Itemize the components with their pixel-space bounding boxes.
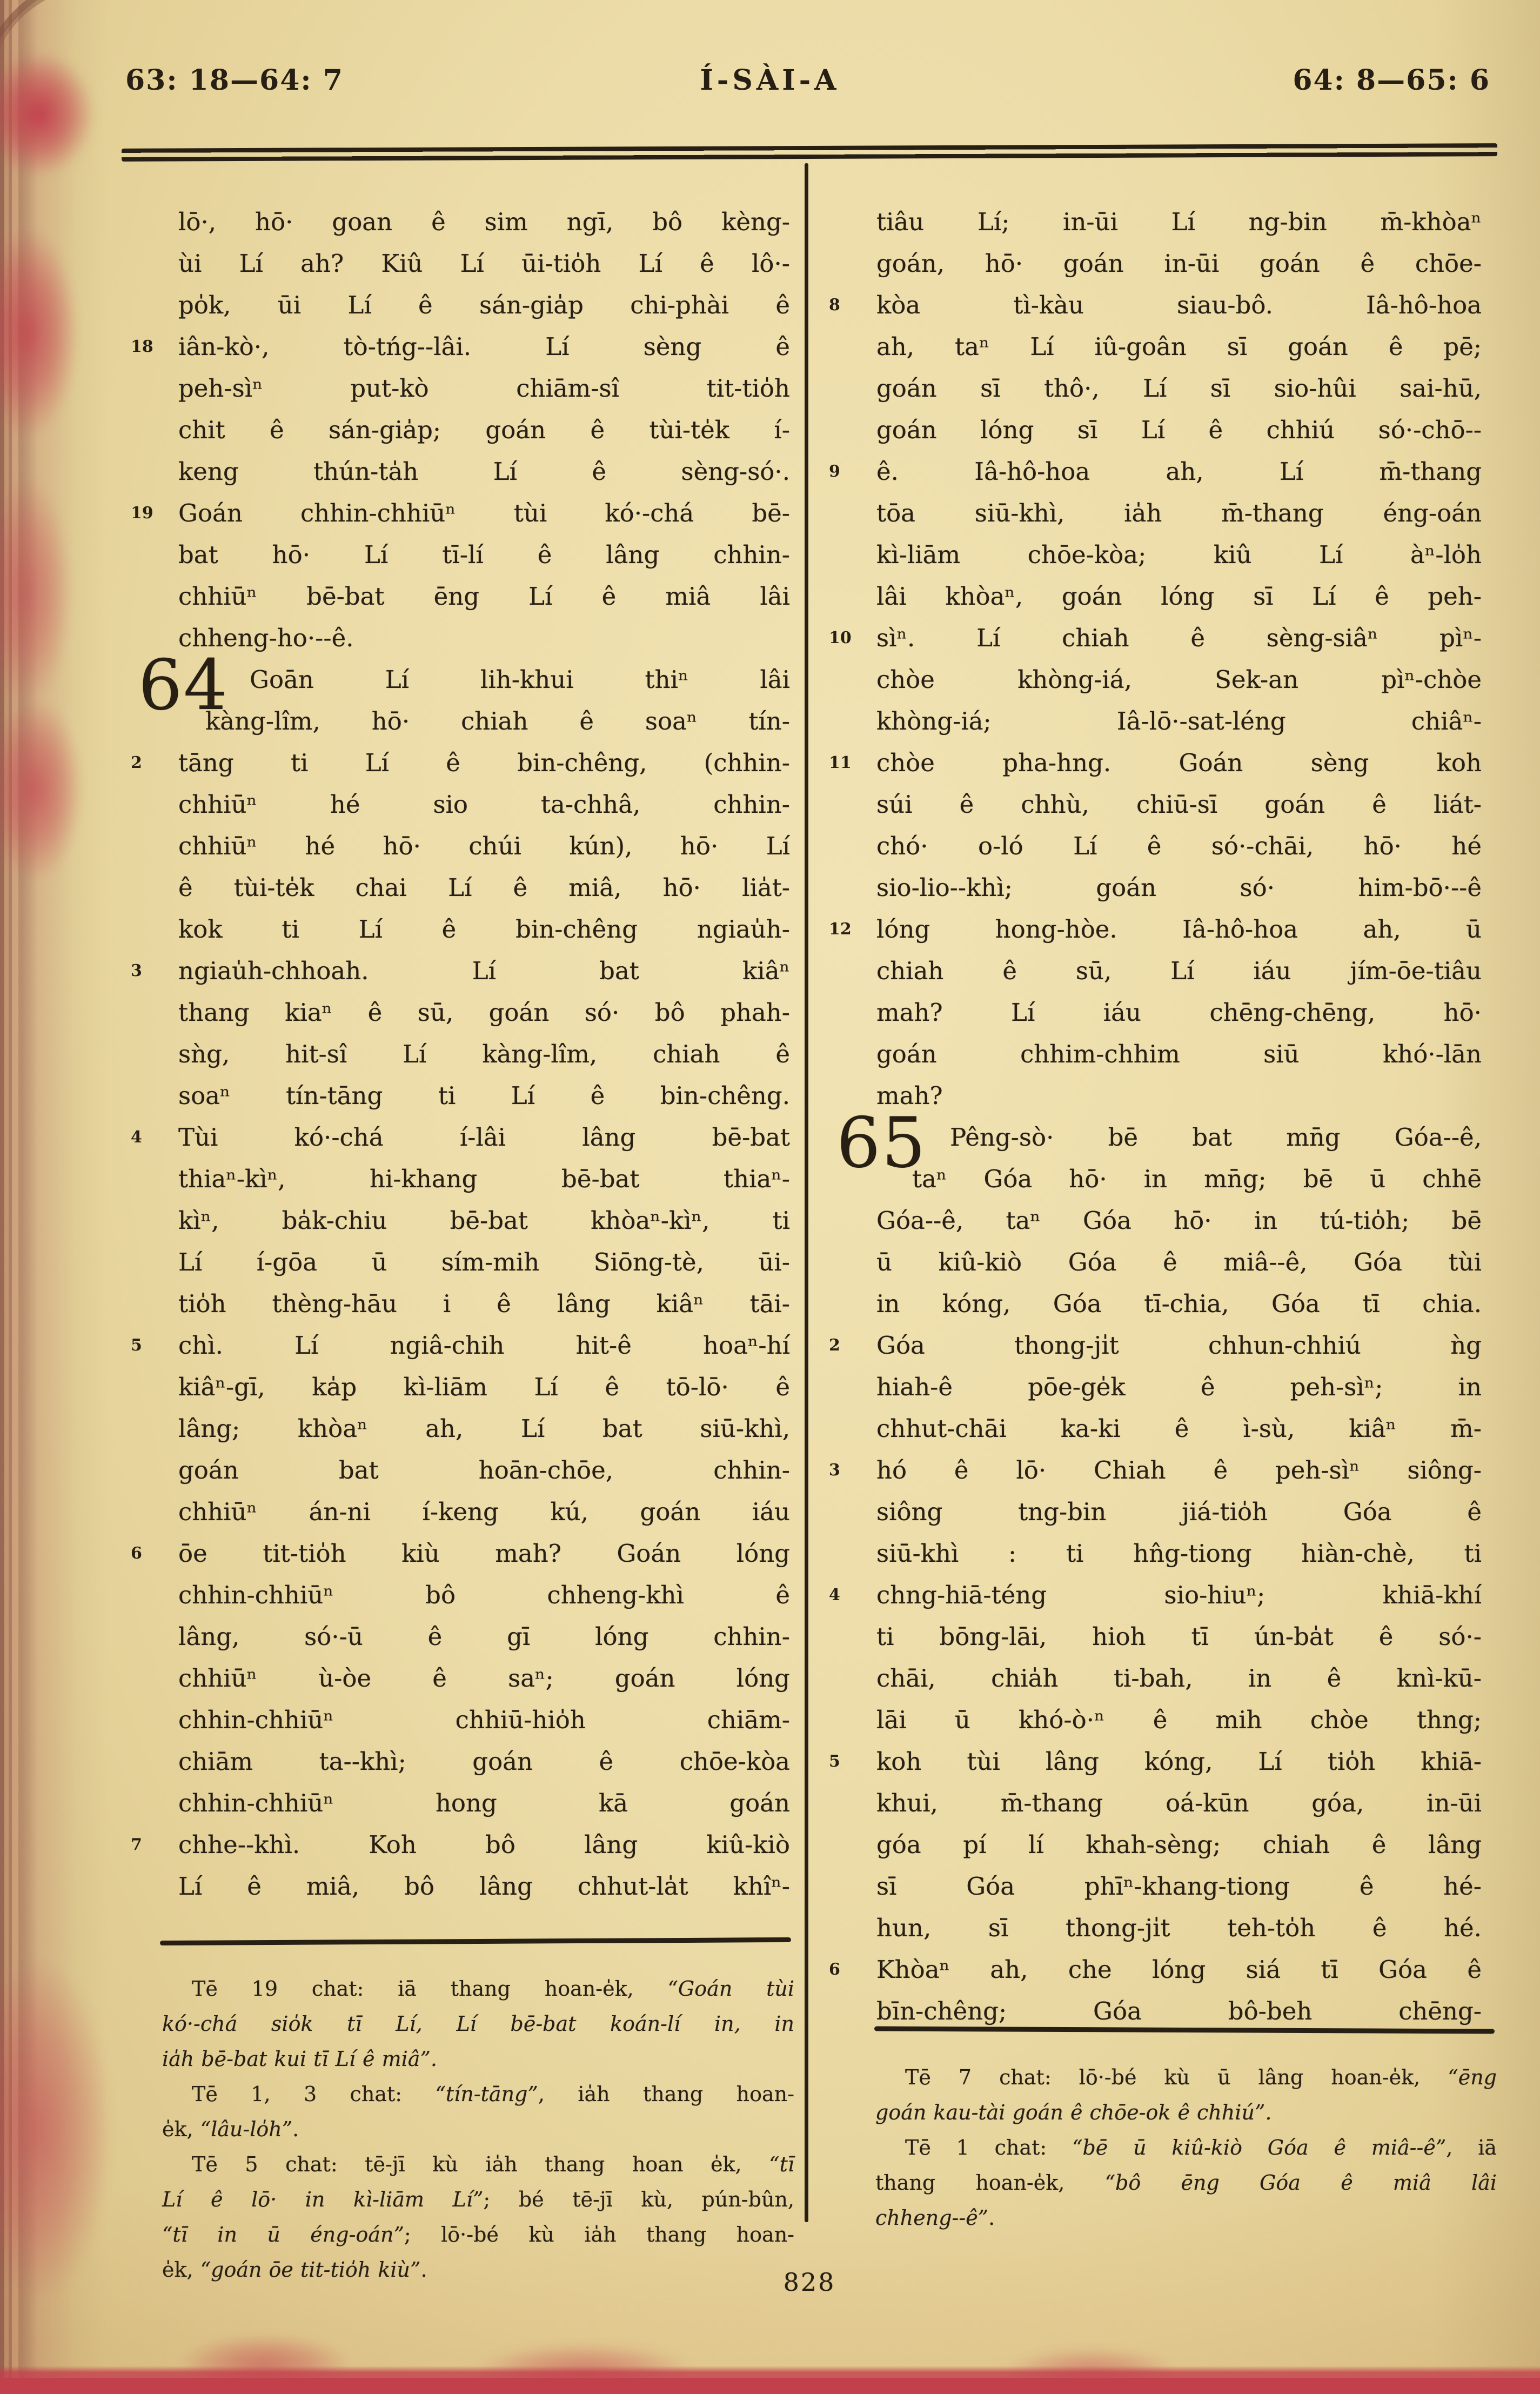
verse-text: ōe tit-tio̍h kiù mah? Goán lóng: [178, 1539, 790, 1568]
verse-text: kìⁿ, ba̍k-chiu bē-bat khòaⁿ-kìⁿ, ti: [178, 1206, 790, 1235]
footnote-line: [875, 2165, 1497, 2201]
verse-text: thang kiaⁿ ê sū, goán só· bô phah-: [178, 998, 790, 1027]
text-line: [876, 825, 1482, 867]
text-line: [876, 492, 1482, 534]
text-line: [876, 992, 1482, 1033]
footnote-text: .: [292, 2117, 299, 2141]
footnote-text: , ia̍h thang hoan-: [538, 2082, 794, 2106]
verse-text: hun, sī thong-ji̍t teh-to̍h ê hé.: [876, 1914, 1482, 1942]
header-double-rule: [122, 143, 1497, 162]
footnote-line: [162, 1971, 794, 2007]
footnote-text: ; lō·-bé kù ia̍h thang hoan-: [404, 2223, 795, 2246]
running-head-left-range: 63: 18—64: 7: [125, 64, 344, 97]
verse-text: goán sī thô·, Lí sī sio-hûi sai-hū,: [876, 374, 1482, 403]
verse-text: ū kiû-kiò Góa ê miâ--ê, Góa tùi: [876, 1248, 1482, 1276]
verse-text: Pêng-sò· bē bat mn̄g Góa--ê,: [950, 1123, 1482, 1152]
text-line: [178, 1158, 790, 1200]
verse-text: bīn-chêng; Góa bô-beh chēng-: [876, 1997, 1482, 2025]
verse-text: thiaⁿ-kìⁿ, hi-khang bē-bat thiaⁿ-: [178, 1165, 790, 1193]
text-line: [876, 1824, 1482, 1865]
footnote-quote: “Goán tùi: [667, 1977, 795, 2001]
verse-text: soaⁿ tín-tāng ti Lí ê bin-chêng.: [178, 1081, 790, 1110]
text-line: [876, 1491, 1482, 1533]
verse-number: 3: [829, 1461, 840, 1480]
verse-text: Tùi kó·-chá í-lâi lâng bē-bat: [178, 1123, 790, 1152]
text-column-right: [829, 201, 1482, 2032]
text-line: [829, 1574, 1482, 1616]
text-column-left: [131, 201, 790, 1907]
footnote-rule-left: [160, 1937, 791, 1945]
text-line: [876, 1116, 1482, 1158]
verse-text: chòe khòng-iá, Sek-an pìⁿ-chòe: [876, 665, 1482, 694]
footnote-quote: “lâu-lo̍h”: [200, 2117, 293, 2141]
text-line: [178, 1241, 790, 1283]
text-line: [178, 1075, 790, 1116]
text-line: [178, 700, 790, 742]
footnote-line: [162, 2182, 794, 2217]
verse-text: taⁿ Góa hō· in mn̄g; bē ū chhē: [912, 1165, 1482, 1193]
text-line: [178, 908, 790, 950]
footnote-quote: chheng--ê”: [875, 2206, 989, 2230]
verse-text: Góa--ê, taⁿ Góa hō· in tú-tio̍h; bē: [876, 1206, 1482, 1235]
verse-text: goán lóng sī Lí ê chhiú só·-chō--: [876, 416, 1482, 444]
footnote-text: , iā: [1446, 2136, 1497, 2159]
text-line: [178, 576, 790, 617]
footnote-quote: “tī: [769, 2152, 794, 2176]
footnote-quote: “goán ōe tit-tio̍h kiù”: [200, 2258, 421, 2282]
verse-number: 18: [131, 337, 153, 356]
text-line: [178, 1741, 790, 1782]
verse-text: chng-hiā-téng sio-hiuⁿ; khiā-khí: [876, 1581, 1482, 1609]
footnote-line: [162, 2077, 794, 2112]
verse-text: sìⁿ. Lí chiah ê sèng-siâⁿ pìⁿ-: [876, 624, 1482, 652]
verse-text: Lí í-gōa ū sím-mih Siōng-tè, ūi-: [178, 1248, 790, 1276]
text-line: [876, 1990, 1482, 2032]
footnote-text: Tē 19 chat: iā thang hoan-e̍k,: [192, 1977, 668, 2001]
text-line: [178, 1033, 790, 1075]
verse-text: kok ti Lí ê bin-chêng ngiau̍h-: [178, 915, 790, 944]
red-bottom-edge: [0, 2366, 1540, 2394]
verse-text: chit ê sán-gia̍p; goán ê tùi-te̍k í-: [178, 416, 790, 444]
footnote-quote: kó·-chá sio̍k tī Lí, Lí bē-bat koán-lí in, in: [162, 2012, 794, 2036]
footnote-text: e̍k,: [162, 2117, 200, 2141]
footnote-quote: “tín-tāng”: [435, 2082, 538, 2106]
text-line: [178, 534, 790, 576]
chapter-numeral-65: 65: [836, 1103, 927, 1183]
verse-text: tio̍h thèng-hāu i ê lâng kiâⁿ tāi-: [178, 1289, 790, 1318]
verse-text: goán, hō· goán in-ūi goán ê chōe-: [876, 249, 1482, 278]
verse-text: khui, m̄-thang oá-kūn góa, in-ūi: [876, 1789, 1482, 1817]
text-line: [876, 1699, 1482, 1741]
footnote-line: [162, 2007, 794, 2042]
text-line: [178, 284, 790, 326]
verse-number: 4: [829, 1586, 840, 1604]
text-line: [876, 1033, 1482, 1075]
text-line: [876, 1616, 1482, 1657]
verse-text: ùi Lí ah? Kiû Lí ūi-tio̍h Lí ê lô·-: [178, 249, 790, 278]
text-line: [178, 1449, 790, 1491]
footnote-quote: Lí ê lō· in kì-liām Lí”: [162, 2188, 484, 2211]
verse-text: lâi khòaⁿ, goán lóng sī Lí ê peh-: [876, 582, 1482, 611]
verse-text: ti bōng-lāi, hioh tī ún-ba̍t ê só·-: [876, 1622, 1482, 1651]
footnote-quote: “bē ū kiû-kiò Góa ê miâ--ê”: [1072, 2136, 1447, 2159]
verse-number: 2: [829, 1336, 840, 1355]
verse-number: 6: [829, 1960, 840, 1979]
verse-text: keng thún-ta̍h Lí ê sèng-só·.: [178, 457, 790, 486]
footnote-line: [162, 2042, 794, 2077]
footnote-quote: “tī in ū éng-oán”: [162, 2223, 404, 2246]
text-line: [829, 1449, 1482, 1491]
text-line: [178, 1616, 790, 1657]
footnote-line: [162, 2217, 794, 2252]
footnote-quote: goán kau-tài goán ê chōe-ok ê chhiú”.: [875, 2101, 1272, 2124]
text-line: [829, 1325, 1482, 1366]
verse-text: chhin-chhiūⁿ hong kā goán: [178, 1789, 790, 1817]
verse-text: chiām ta--khì; goán ê chōe-kòa: [178, 1747, 790, 1776]
text-line: [178, 1283, 790, 1325]
text-line: [178, 451, 790, 492]
verse-text: kiâⁿ-gī, ka̍p kì-liām Lí ê tō-lō· ê: [178, 1373, 790, 1401]
verse-text: lâng, só·-ū ê gī lóng chhin-: [178, 1622, 790, 1651]
footnote-text: Tē 1, 3 chat:: [192, 2082, 436, 2106]
verse-number: 4: [131, 1128, 142, 1147]
verse-number: 7: [131, 1835, 142, 1854]
verse-text: chhiūⁿ hé hō· chúi kún), hō· Lí: [178, 832, 790, 860]
verse-text: chòe pha-hng. Goán sèng koh: [876, 748, 1482, 777]
verse-number: 5: [131, 1336, 142, 1355]
text-line: [131, 492, 790, 534]
text-line: [876, 1241, 1482, 1283]
text-line: [829, 1949, 1482, 1990]
text-line: [178, 409, 790, 451]
footnote-text: ; bé tē-jī kù, pún-bûn,: [483, 2188, 794, 2211]
verse-number: 19: [131, 504, 153, 523]
text-line: [876, 700, 1482, 742]
text-line: [178, 201, 790, 243]
verse-number: 9: [829, 462, 840, 481]
footnote-line: [875, 2201, 1497, 2236]
verse-number: 6: [131, 1544, 142, 1563]
verse-text: chāi, chia̍h ti-bah, in ê knì-kū-: [876, 1664, 1482, 1693]
verse-text: Lí ê miâ, bô lâng chhut-la̍t khîⁿ-: [178, 1872, 790, 1901]
text-line: [178, 243, 790, 284]
verse-text: chì. Lí ngiâ-chih hit-ê hoaⁿ-hí: [178, 1331, 790, 1360]
text-line: [876, 1283, 1482, 1325]
verse-text: súi ê chhù, chiū-sī goán ê liát-: [876, 790, 1482, 819]
text-line: [876, 867, 1482, 908]
verse-text: sio-lio--khì; goán só· him-bō·--ê: [876, 873, 1482, 902]
text-line: [876, 1408, 1482, 1449]
footnote-quote: “ēng: [1448, 2065, 1497, 2089]
verse-number: 5: [829, 1752, 840, 1771]
verse-text: chó· o-ló Lí ê só·-chāi, hō· hé: [876, 832, 1482, 860]
text-line: [876, 1158, 1482, 1200]
verse-text: chhe--khì. Koh bô lâng kiû-kiò: [178, 1830, 790, 1859]
text-line: [178, 1782, 790, 1824]
verse-text: chhin-chhiūⁿ chhiū-hio̍h chiām-: [178, 1706, 790, 1734]
verse-text: po̍k, ūi Lí ê sán-gia̍p chi-phài ê: [178, 291, 790, 319]
text-line: [876, 1366, 1482, 1408]
text-line: [829, 742, 1482, 784]
verse-text: chhiūⁿ ù-òe ê saⁿ; goán lóng: [178, 1664, 790, 1693]
text-line: [829, 1741, 1482, 1782]
text-line: [178, 1865, 790, 1907]
text-line: [178, 1366, 790, 1408]
footnote-text: .: [988, 2206, 995, 2230]
verse-text: kàng-lîm, hō· chiah ê soaⁿ tín-: [205, 707, 790, 735]
verse-number: 3: [131, 961, 142, 980]
verse-text: iân-kò·, tò-tńg--lâi. Lí sèng ê: [178, 332, 790, 361]
text-line: [178, 867, 790, 908]
verse-number: 10: [829, 628, 852, 647]
text-line: [829, 617, 1482, 659]
verse-text: mah? Lí iáu chēng-chēng, hō·: [876, 998, 1482, 1027]
verse-text: tōa siū-khì, ia̍h m̄-thang éng-oán: [876, 499, 1482, 527]
text-line: [178, 617, 790, 659]
verse-text: bat hō· Lí tī-lí ê lâng chhin-: [178, 540, 790, 569]
footnote-text: Tē 5 chat: tē-jī kù ia̍h thang hoan e̍k,: [192, 2152, 769, 2176]
text-line: [876, 326, 1482, 367]
verse-number: 2: [131, 753, 142, 772]
text-line: [131, 326, 790, 367]
text-line: [876, 784, 1482, 825]
text-line: [178, 1574, 790, 1616]
verse-text: siông tng-bin jiá-tio̍h Góa ê: [876, 1497, 1482, 1526]
verse-number: 12: [829, 920, 852, 939]
text-line: [876, 576, 1482, 617]
verse-text: kì-liām chōe-kòa; kiû Lí àⁿ-lo̍h: [876, 540, 1482, 569]
verse-text: lāi ū khó-ò·ⁿ ê mih chòe thng;: [876, 1706, 1482, 1734]
text-line: [876, 243, 1482, 284]
verse-text: Goán chhin-chhiūⁿ tùi kó·-chá bē-: [178, 499, 790, 527]
text-line: [178, 1491, 790, 1533]
text-line: [131, 1824, 790, 1865]
text-line: [876, 1865, 1482, 1907]
text-line: [876, 201, 1482, 243]
text-line: [876, 1075, 1482, 1116]
footnotes-left: [162, 1971, 794, 2288]
verse-text: siū-khì : ti hn̂g-tiong hiàn-chè, ti: [876, 1539, 1482, 1568]
text-line: [178, 992, 790, 1033]
verse-text: in kóng, Góa tī-chia, Góa tī chia.: [876, 1289, 1482, 1318]
text-line: [829, 451, 1482, 492]
verse-text: chheng-ho·--ê.: [178, 624, 354, 652]
verse-text: goán bat hoān-chōe, chhin-: [178, 1456, 790, 1484]
verse-text: góa pí lí khah-sèng; chiah ê lâng: [876, 1830, 1482, 1859]
verse-text: ngiau̍h-chhoah. Lí bat kiâⁿ: [178, 957, 790, 985]
verse-text: lâng; khòaⁿ ah, Lí bat siū-khì,: [178, 1414, 790, 1443]
text-line: [131, 1116, 790, 1158]
verse-text: Goān Lí lih-khui thiⁿ lâi: [250, 665, 790, 694]
text-line: [131, 1533, 790, 1574]
footnote-quote: “bô ēng Góa ê miâ lâi: [1104, 2171, 1497, 2195]
verse-text: khòng-iá; Iâ-lō·-sat-léng chiâⁿ-: [876, 707, 1482, 735]
footnote-text: Tē 7 chat: lō·-bé kù ū lâng hoan-e̍k,: [905, 2065, 1448, 2089]
page-number: 828: [783, 2268, 836, 2297]
footnotes-right: [875, 2060, 1497, 2236]
text-line: [178, 1657, 790, 1699]
footnote-line: [162, 2112, 794, 2147]
text-line: [876, 950, 1482, 992]
text-line: [131, 1325, 790, 1366]
verse-text: Khòaⁿ ah, che lóng siá tī Góa ê: [876, 1955, 1482, 1984]
footnote-text: Tē 1 chat:: [905, 2136, 1073, 2159]
verse-text: goán chhim-chhim siū khó·-lān: [876, 1040, 1482, 1068]
text-line: [876, 1657, 1482, 1699]
verse-text: lō·, hō· goan ê sim ngī, bô kèng-: [178, 208, 790, 236]
footnote-line: [875, 2130, 1497, 2165]
text-line: [829, 908, 1482, 950]
running-head-book-title: Í-SÀI-A: [700, 64, 840, 97]
text-line: [178, 367, 790, 409]
text-line: [876, 1782, 1482, 1824]
verse-text: ê tùi-te̍k chai Lí ê miâ, hō· lia̍t-: [178, 873, 790, 902]
column-divider-rule: [805, 163, 808, 2222]
verse-text: chhiūⁿ án-ni í-keng kú, goán iáu: [178, 1497, 790, 1526]
chapter-numeral-64: 64: [138, 645, 229, 726]
text-line: [178, 784, 790, 825]
text-line: [876, 1200, 1482, 1241]
text-line: [131, 742, 790, 784]
text-line: [178, 825, 790, 867]
verse-text: mah?: [876, 1081, 943, 1110]
verse-text: chiah ê sū, Lí iáu jím-ōe-tiâu: [876, 957, 1482, 985]
footnote-text: thang hoan-e̍k,: [875, 2171, 1105, 2195]
verse-text: hó ê lō· Chiah ê peh-sìⁿ siông-: [876, 1456, 1482, 1484]
text-line: [876, 534, 1482, 576]
text-line: [178, 1699, 790, 1741]
verse-text: ah, taⁿ Lí iû-goân sī goán ê pē;: [876, 332, 1482, 361]
text-line: [876, 409, 1482, 451]
verse-text: lóng hong-hòe. Iâ-hô-hoa ah, ū: [876, 915, 1482, 944]
running-head-right-range: 64: 8—65: 6: [1293, 64, 1490, 97]
verse-text: chhiūⁿ bē-bat ēng Lí ê miâ lâi: [178, 582, 790, 611]
verse-text: chhiūⁿ hé sio ta-chhâ, chhin-: [178, 790, 790, 819]
verse-text: koh tùi lâng kóng, Lí tio̍h khiā-: [876, 1747, 1482, 1776]
verse-number: 8: [829, 296, 840, 315]
text-line: [178, 659, 790, 700]
verse-text: chhut-chāi ka-ki ê ì-sù, kiâⁿ m̄-: [876, 1414, 1482, 1443]
verse-text: ê. Iâ-hô-hoa ah, Lí m̄-thang: [876, 457, 1482, 486]
footnote-line: [162, 2147, 794, 2182]
verse-text: kòa tì-kàu siau-bô. Iâ-hô-hoa: [876, 291, 1482, 319]
verse-text: tāng ti Lí ê bin-chêng, (chhin-: [178, 748, 790, 777]
text-line: [876, 367, 1482, 409]
footnote-text: e̍k,: [162, 2258, 200, 2282]
text-line: [178, 1408, 790, 1449]
verse-text: Góa thong-ji̍t chhun-chhiú ǹg: [876, 1331, 1482, 1360]
footnote-text: .: [420, 2258, 427, 2282]
verse-text: hiah-ê pōe-ge̍k ê peh-sìⁿ; in: [876, 1373, 1482, 1401]
text-line: [829, 284, 1482, 326]
text-line: [131, 950, 790, 992]
text-line: [876, 1907, 1482, 1949]
text-line: [178, 1200, 790, 1241]
verse-text: sī Góa phīⁿ-khang-tiong ê hé-: [876, 1872, 1482, 1901]
verse-text: chhin-chhiūⁿ bô chheng-khì ê: [178, 1581, 790, 1609]
verse-text: tiâu Lí; in-ūi Lí ng-bin m̄-khòaⁿ: [876, 208, 1482, 236]
footnote-quote: ia̍h bē-bat kui tī Lí ê miâ”.: [162, 2047, 437, 2071]
footnote-line: [875, 2095, 1497, 2130]
footnote-line: [875, 2060, 1497, 2095]
text-line: [876, 1533, 1482, 1574]
verse-text: peh-sìⁿ put-kò chiām-sî tit-tio̍h: [178, 374, 790, 403]
verse-number: 11: [829, 753, 852, 772]
verse-text: sǹg, hit-sî Lí kàng-lîm, chiah ê: [178, 1040, 790, 1068]
text-line: [876, 659, 1482, 700]
red-edge-stain: [0, 1956, 113, 2302]
